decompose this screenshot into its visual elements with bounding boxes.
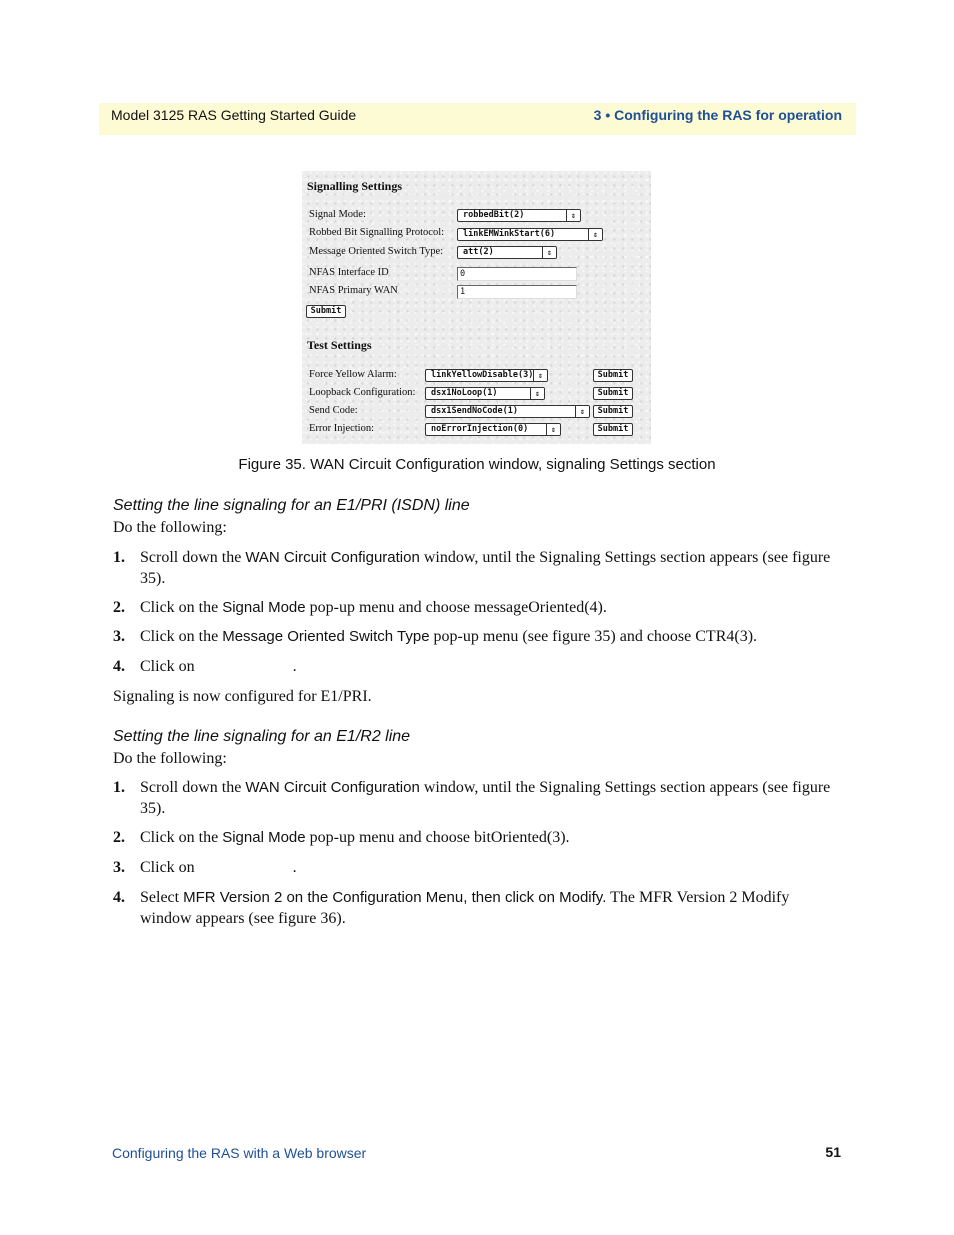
section-heading: Setting the line signaling for an E1/PRI (ISDN) line: [113, 497, 470, 514]
page-number: 51: [825, 1144, 841, 1160]
select-arrows-icon: ⇕: [546, 424, 560, 435]
force-yellow-label: Force Yellow Alarm:: [309, 369, 397, 380]
error-injection-select[interactable]: noErrorInjection(0) ⇕: [425, 423, 561, 436]
robbed-bit-select[interactable]: linkEMWinkStart(6) ⇕: [457, 228, 603, 241]
footer-section-title: Configuring the RAS with a Web browser: [112, 1145, 367, 1161]
section-heading: Setting the line signaling for an E1/R2 line: [113, 728, 411, 745]
send-code-submit-button[interactable]: Submit: [593, 405, 633, 418]
paragraph: Do the following:: [113, 750, 227, 767]
nfas-interface-label: NFAS Interface ID: [309, 267, 389, 278]
loopback-label: Loopback Configuration:: [309, 387, 416, 398]
select-arrows-icon: ⇕: [542, 247, 556, 258]
nfas-primary-wan-label: NFAS Primary WAN: [309, 285, 398, 296]
step-item: 4. Select MFR Version 2 on the Configuration Menu, then click on Modify. The MFR Version 2 Modify window appears (see figure 36).: [113, 889, 790, 927]
signalling-settings-heading: Signalling Settings: [307, 179, 403, 193]
msg-switch-label: Message Oriented Switch Type:: [309, 246, 444, 257]
signal-mode-label: Signal Mode:: [309, 209, 366, 220]
send-code-label: Send Code:: [309, 405, 358, 416]
select-arrows-icon: ⇕: [530, 388, 544, 399]
signalling-submit-button[interactable]: Submit: [306, 305, 346, 318]
page-header: [99, 103, 856, 135]
send-code-select[interactable]: dsx1SendNoCode(1) ⇕: [425, 405, 590, 418]
wan-circuit-screenshot: [302, 171, 651, 444]
paragraph: Do the following:: [113, 519, 227, 536]
step-item: 1. Scroll down the WAN Circuit Configuration window, until the Signaling Settings section appears (see figure 35).: [113, 779, 831, 817]
paragraph: Signaling is now configured for E1/PRI.: [113, 688, 372, 705]
loopback-submit-button[interactable]: Submit: [593, 387, 633, 400]
nfas-interface-input[interactable]: 0: [457, 267, 577, 281]
select-arrows-icon: ⇕: [575, 406, 589, 417]
header-chapter-title: 3 • Configuring the RAS for operation: [593, 107, 842, 123]
figure-caption: Figure 35. WAN Circuit Configuration window, signaling Settings section: [238, 456, 716, 473]
robbed-bit-label: Robbed Bit Signalling Protocol:: [309, 227, 445, 238]
error-injection-submit-button[interactable]: Submit: [593, 423, 633, 436]
test-settings-heading: Test Settings: [307, 338, 372, 352]
select-arrows-icon: ⇕: [588, 229, 602, 240]
error-injection-label: Error Injection:: [309, 423, 375, 434]
select-arrows-icon: ⇕: [533, 370, 547, 381]
msg-switch-select[interactable]: att(2) ⇕: [457, 246, 557, 259]
force-yellow-submit-button[interactable]: Submit: [593, 369, 633, 382]
signal-mode-select[interactable]: robbedBit(2) ⇕: [457, 209, 581, 222]
select-arrows-icon: ⇕: [566, 210, 580, 221]
step-item: 1. Scroll down the WAN Circuit Configuration window, until the Signaling Settings section appears (see figure 35).: [113, 549, 831, 587]
loopback-select[interactable]: dsx1NoLoop(1) ⇕: [425, 387, 545, 400]
force-yellow-select[interactable]: linkYellowDisable(3) ⇕: [425, 369, 548, 382]
header-guide-title: Model 3125 RAS Getting Started Guide: [111, 107, 357, 123]
nfas-primary-wan-input[interactable]: 1: [457, 285, 577, 299]
